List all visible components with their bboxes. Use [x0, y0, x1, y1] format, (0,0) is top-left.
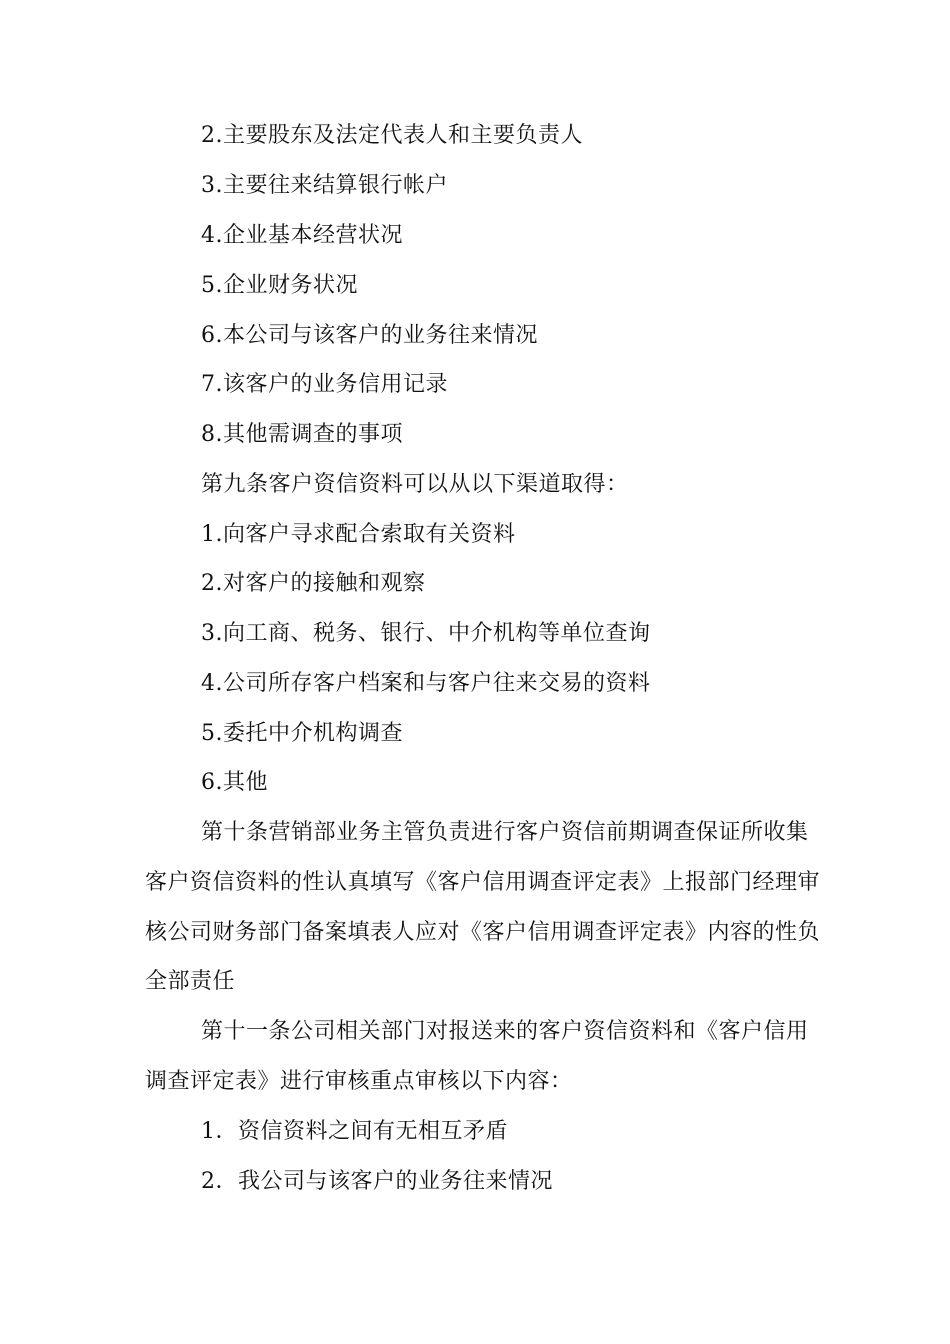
- paragraph-line: 调查评定表》进行审核重点审核以下内容：: [145, 1069, 573, 1094]
- paragraph-line: 第十一条公司相关部门对报送来的客户资信资料和《客户信用: [201, 1019, 809, 1044]
- list-item: 2．我公司与该客户的业务往来情况: [201, 1169, 553, 1194]
- list-item: 2.对客户的接触和观察: [201, 571, 426, 596]
- list-item: 2.主要股东及法定代表人和主要负责人: [201, 123, 583, 148]
- paragraph-line: 客户资信资料的性认真填写《客户信用调查评定表》上报部门经理审: [145, 870, 821, 895]
- paragraph-line: 全部责任: [145, 969, 236, 994]
- list-item: 5.企业财务状况: [201, 273, 358, 298]
- list-item: 3.主要往来结算银行帐户: [201, 173, 448, 198]
- list-item: 8.其他需调查的事项: [201, 422, 403, 447]
- list-item: 1.向客户寻求配合索取有关资料: [201, 522, 516, 547]
- article-heading: 第九条客户资信资料可以从以下渠道取得：: [201, 472, 629, 497]
- paragraph-line: 核公司财务部门备案填表人应对《客户信用调查评定表》内容的性负: [145, 920, 821, 945]
- list-item: 3.向工商、税务、银行、中介机构等单位查询: [201, 621, 651, 646]
- list-item: 6.其他: [201, 770, 268, 795]
- paragraph-line: 第十条营销部业务主管负责进行客户资信前期调查保证所收集: [201, 820, 809, 845]
- list-item: 4.公司所存客户档案和与客户往来交易的资料: [201, 671, 651, 696]
- list-item: 7.该客户的业务信用记录: [201, 372, 448, 397]
- list-item: 4.企业基本经营状况: [201, 223, 403, 248]
- list-item: 5.委托中介机构调查: [201, 721, 403, 746]
- list-item: 6.本公司与该客户的业务往来情况: [201, 323, 538, 348]
- list-item: 1．资信资料之间有无相互矛盾: [201, 1119, 508, 1144]
